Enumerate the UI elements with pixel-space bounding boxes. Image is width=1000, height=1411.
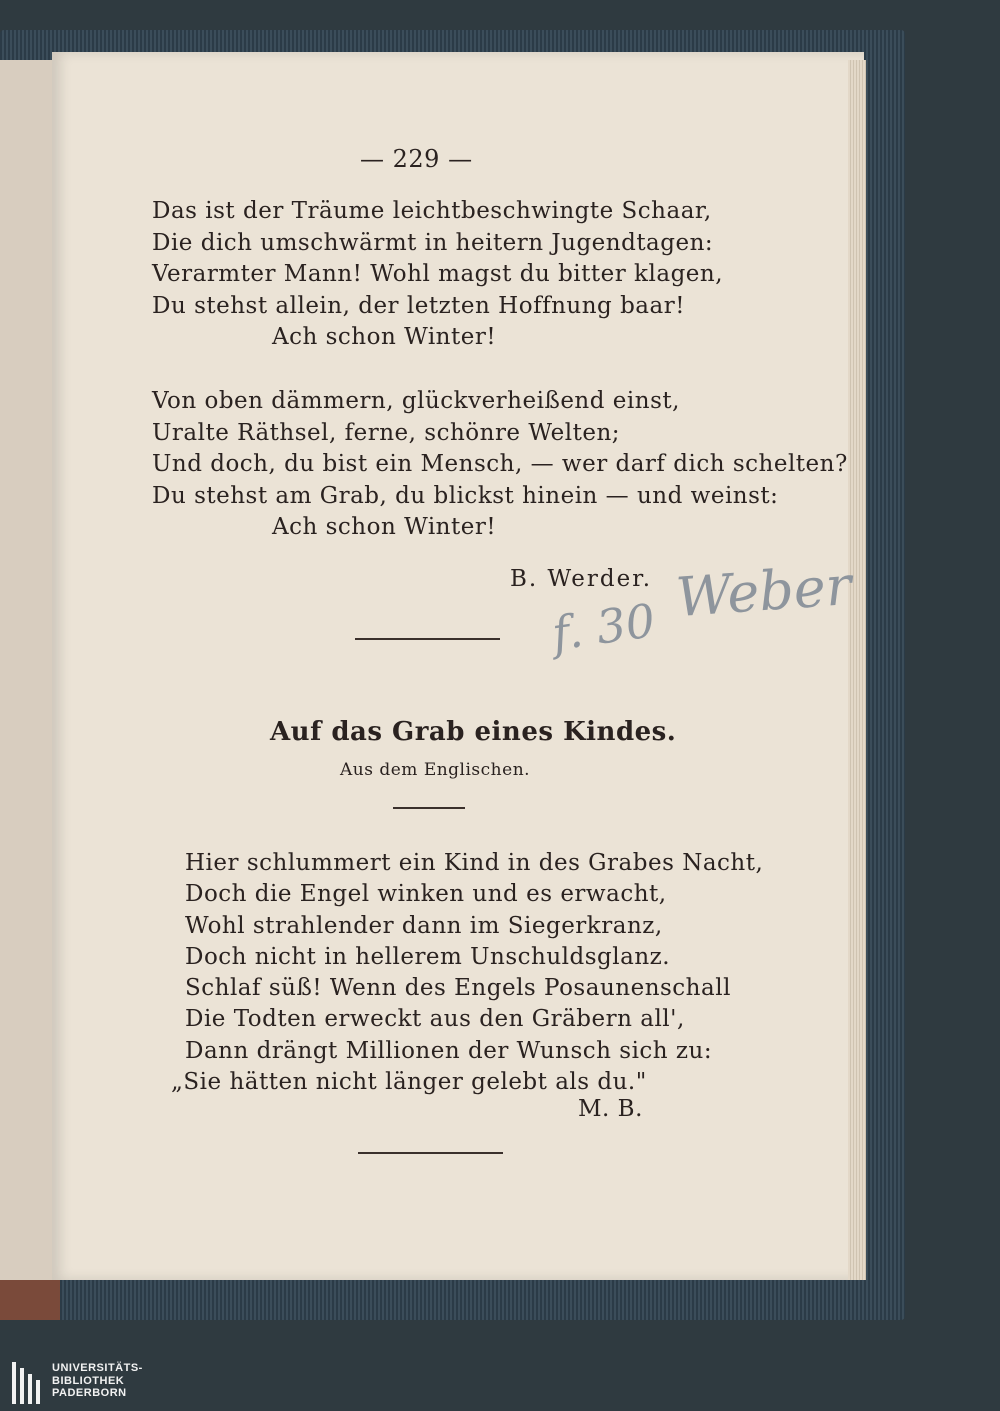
verse-line: Die Todten erweckt aus den Gräbern all', bbox=[185, 1006, 685, 1033]
poem1-stanza2 bbox=[152, 386, 848, 544]
verse-line: Doch die Engel winken und es erwacht, bbox=[185, 881, 667, 908]
verse-line: Wohl strahlender dann im Siegerkranz, bbox=[185, 912, 663, 939]
poem1-author: B. Werder. bbox=[510, 566, 653, 592]
poem2-verse bbox=[171, 848, 764, 1098]
pencil-annotation-name: Weber bbox=[674, 553, 854, 630]
verse-line: Das ist der Träume leichtbeschwingte Schaar, bbox=[152, 198, 712, 224]
refrain-line: Ach schon Winter! bbox=[272, 324, 497, 350]
poem1-stanza1 bbox=[152, 196, 723, 354]
library-logo-line: PADERBORN bbox=[52, 1387, 127, 1399]
verse-line: „Sie hätten nicht länger gelebt als du." bbox=[171, 1069, 647, 1096]
verse-line: Hier schlummert ein Kind in des Grabes Nacht, bbox=[185, 850, 764, 876]
library-logo-line: BIBLIOTHEK bbox=[52, 1374, 125, 1387]
pencil-annotation-mark: f. 30 bbox=[548, 593, 659, 661]
verse-line: Und doch, du bist ein Mensch, — wer darf dich schelten? bbox=[152, 451, 848, 477]
library-logo-icon bbox=[12, 1362, 46, 1404]
verse-line: Du stehst am Grab, du blickst hinein — und weinst: bbox=[152, 482, 779, 509]
poem2-title: Auf das Grab eines Kindes. bbox=[270, 717, 677, 747]
verse-line: Doch nicht in hellerem Unschuldsglanz. bbox=[185, 943, 671, 970]
end-divider bbox=[358, 1152, 503, 1154]
verse-line: Schlaf süß! Wenn des Engels Posaunenschall bbox=[185, 975, 731, 1002]
poem2-subtitle: Aus dem Englischen. bbox=[340, 760, 531, 780]
verse-line: Dann drängt Millionen der Wunsch sich zu: bbox=[185, 1037, 713, 1064]
verse-line: Von oben dämmern, glückverheißend einst, bbox=[152, 388, 680, 414]
page-edges bbox=[848, 60, 866, 1280]
library-logo bbox=[0, 1350, 1000, 1411]
page-number: — 229 — bbox=[360, 145, 473, 173]
section-divider bbox=[355, 638, 500, 640]
poem2-author: M. B. bbox=[578, 1096, 643, 1122]
library-logo-line: UNIVERSITÄTS- bbox=[52, 1362, 143, 1374]
spine-edge bbox=[0, 1280, 60, 1320]
title-divider bbox=[393, 807, 465, 809]
left-page-edge bbox=[0, 60, 54, 1280]
verse-line: Du stehst allein, der letzten Hoffnung baar! bbox=[152, 292, 685, 319]
verse-line: Verarmter Mann! Wohl magst du bitter klagen, bbox=[152, 261, 724, 287]
verse-line: Uralte Räthsel, ferne, schönre Welten; bbox=[152, 419, 621, 446]
verse-line: Die dich umschwärmt in heitern Jugendtagen: bbox=[152, 229, 714, 256]
refrain-line: Ach schon Winter! bbox=[272, 514, 497, 540]
library-logo-text bbox=[52, 1362, 143, 1400]
